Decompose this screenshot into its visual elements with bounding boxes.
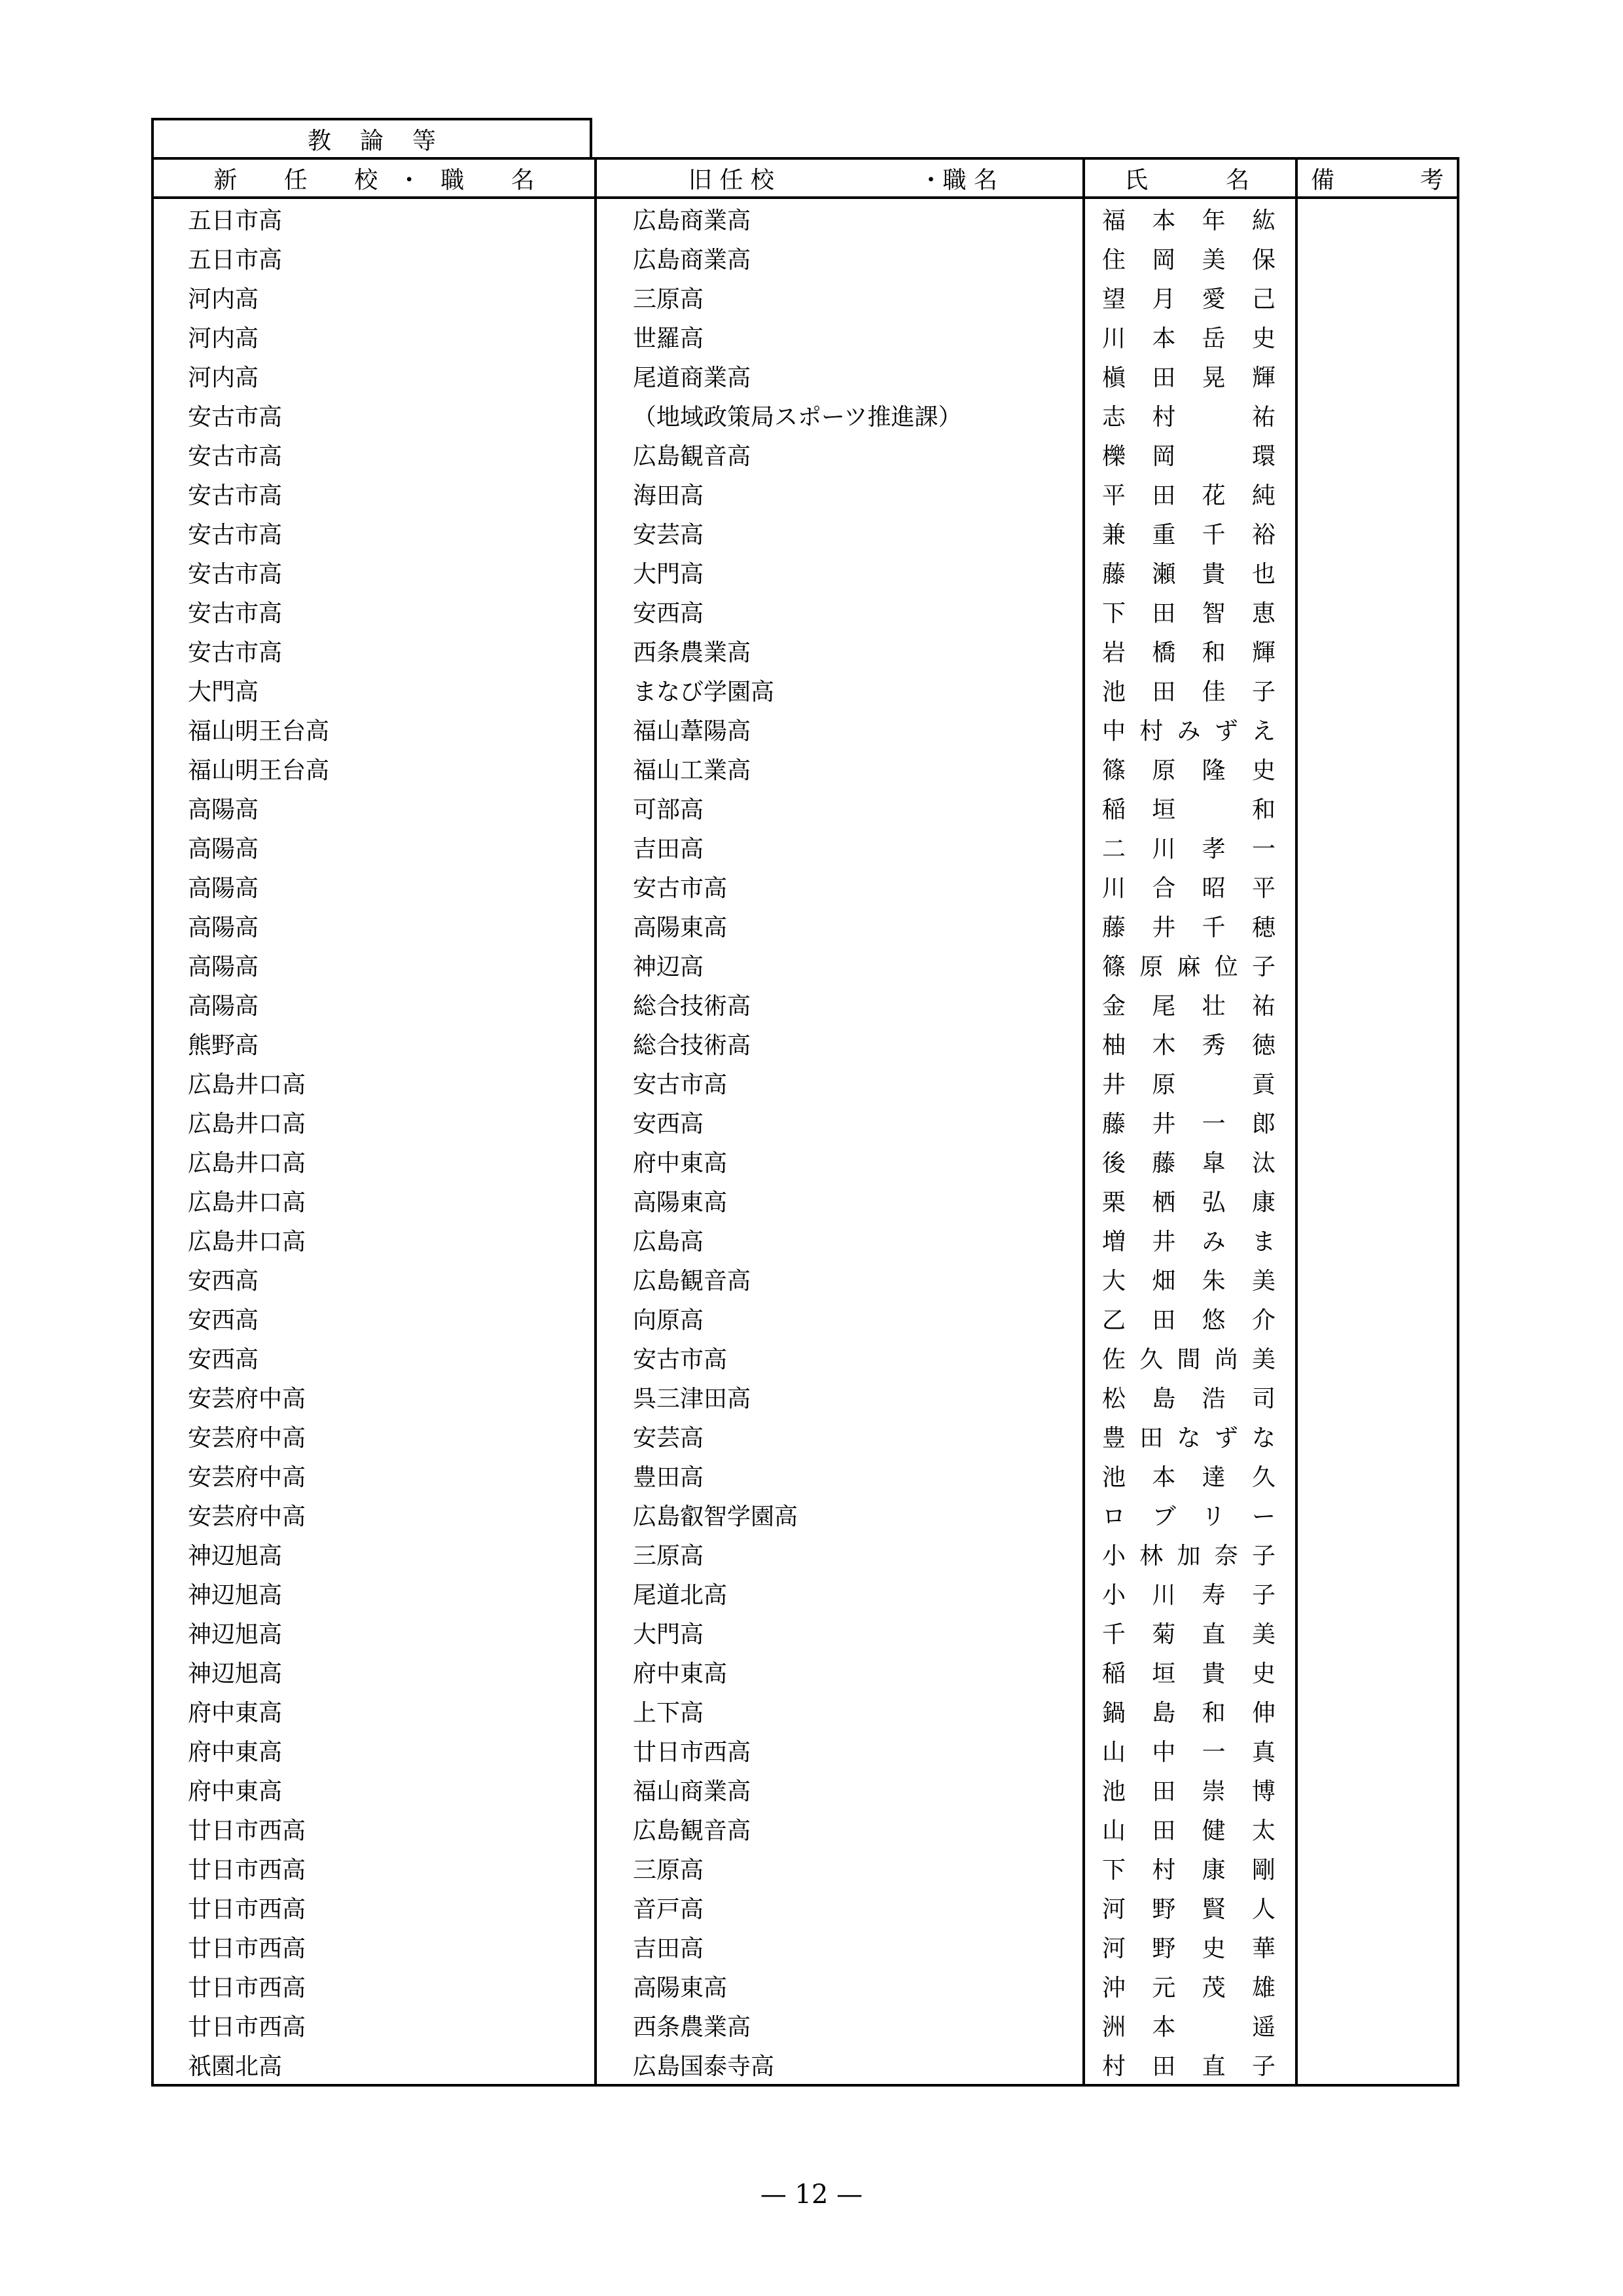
- table-row: [152, 1691, 1458, 1731]
- new-school-cell: 安芸府中高: [152, 1377, 596, 1416]
- new-school-cell: 福山明王台高: [152, 749, 596, 788]
- notes-cell: [1296, 1848, 1458, 1888]
- old-school-cell: 呉三津田高: [596, 1377, 1084, 1416]
- new-school-cell: 神辺旭高: [152, 1534, 596, 1573]
- table-row: [152, 1848, 1458, 1888]
- name-cell: 藤井千穂: [1084, 906, 1296, 945]
- notes-cell: [1296, 631, 1458, 670]
- name-cell: 河野賢人: [1084, 1888, 1296, 1927]
- new-school-cell: 安芸府中高: [152, 1416, 596, 1456]
- name-cell: 下村康剛: [1084, 1848, 1296, 1888]
- old-school-cell: 神辺高: [596, 945, 1084, 984]
- old-school-cell: 吉田高: [596, 1927, 1084, 1966]
- table-row: [152, 788, 1458, 827]
- notes-cell: [1296, 1181, 1458, 1220]
- name-cell: 二川孝一: [1084, 827, 1296, 867]
- notes-cell: [1296, 1652, 1458, 1691]
- name-cell: 下田智恵: [1084, 592, 1296, 631]
- old-school-cell: 向原高: [596, 1299, 1084, 1338]
- old-school-cell: 上下高: [596, 1691, 1084, 1731]
- name-cell: 沖元茂雄: [1084, 1966, 1296, 2005]
- table-row: [152, 709, 1458, 749]
- new-school-cell: 安古市高: [152, 474, 596, 513]
- notes-cell: [1296, 2005, 1458, 2045]
- new-school-cell: 大門高: [152, 670, 596, 709]
- old-school-cell: 広島商業高: [596, 238, 1084, 278]
- notes-cell: [1296, 1338, 1458, 1377]
- old-school-cell: 安古市高: [596, 1338, 1084, 1377]
- old-school-cell: 広島叡智学園高: [596, 1495, 1084, 1534]
- new-school-cell: 河内高: [152, 356, 596, 395]
- new-school-cell: 安芸府中高: [152, 1456, 596, 1495]
- notes-cell: [1296, 1495, 1458, 1534]
- old-school-cell: 府中東高: [596, 1141, 1084, 1181]
- old-school-cell: 福山商業高: [596, 1770, 1084, 1809]
- name-cell: 池田佳子: [1084, 670, 1296, 709]
- old-school-cell: 尾道北高: [596, 1573, 1084, 1613]
- notes-cell: [1296, 1573, 1458, 1613]
- new-school-cell: 高陽高: [152, 945, 596, 984]
- notes-cell: [1296, 709, 1458, 749]
- new-school-cell: 安西高: [152, 1259, 596, 1299]
- table-row: [152, 1456, 1458, 1495]
- old-school-cell: 総合技術高: [596, 1024, 1084, 1063]
- new-school-cell: 高陽高: [152, 827, 596, 867]
- table-row: [152, 1770, 1458, 1809]
- notes-cell: [1296, 1456, 1458, 1495]
- table-row: [152, 1534, 1458, 1573]
- notes-cell: [1296, 906, 1458, 945]
- name-cell: 豊田なずな: [1084, 1416, 1296, 1456]
- name-cell: 小川寿子: [1084, 1573, 1296, 1613]
- new-school-cell: 河内高: [152, 278, 596, 317]
- notes-cell: [1296, 395, 1458, 435]
- table-row: [152, 1181, 1458, 1220]
- name-cell: 櫟岡 環: [1084, 435, 1296, 474]
- notes-cell: [1296, 1731, 1458, 1770]
- table-row: [152, 513, 1458, 552]
- name-cell: ロブリー: [1084, 1495, 1296, 1534]
- old-school-cell: 福山工業高: [596, 749, 1084, 788]
- notes-cell: [1296, 1770, 1458, 1809]
- old-school-cell: 福山葦陽高: [596, 709, 1084, 749]
- name-cell: 岩橋和輝: [1084, 631, 1296, 670]
- notes-cell: [1296, 238, 1458, 278]
- name-cell: 後藤皐汰: [1084, 1141, 1296, 1181]
- name-cell: 小林加奈子: [1084, 1534, 1296, 1573]
- new-school-cell: 安古市高: [152, 552, 596, 592]
- new-school-cell: 河内高: [152, 317, 596, 356]
- old-school-cell: 三原高: [596, 1534, 1084, 1573]
- new-school-cell: 広島井口高: [152, 1063, 596, 1102]
- new-school-cell: 五日市高: [152, 238, 596, 278]
- name-cell: 佐久間尚美: [1084, 1338, 1296, 1377]
- table-row: [152, 2045, 1458, 2085]
- new-school-cell: 安古市高: [152, 435, 596, 474]
- old-school-cell: 大門高: [596, 552, 1084, 592]
- notes-cell: [1296, 1259, 1458, 1299]
- table-row: [152, 395, 1458, 435]
- notes-cell: [1296, 670, 1458, 709]
- name-cell: 河野史華: [1084, 1927, 1296, 1966]
- table-row: [152, 1416, 1458, 1456]
- notes-cell: [1296, 474, 1458, 513]
- table-row: [152, 317, 1458, 356]
- old-school-cell: （地域政策局スポーツ推進課）: [596, 395, 1084, 435]
- table-row: [152, 1141, 1458, 1181]
- new-school-cell: 安古市高: [152, 395, 596, 435]
- table-row: [152, 1377, 1458, 1416]
- old-school-cell: 世羅高: [596, 317, 1084, 356]
- new-school-cell: 高陽高: [152, 788, 596, 827]
- old-school-cell: 広島高: [596, 1220, 1084, 1259]
- notes-cell: [1296, 1024, 1458, 1063]
- notes-cell: [1296, 1299, 1458, 1338]
- old-school-cell: 西条農業高: [596, 2005, 1084, 2045]
- old-school-cell: 吉田高: [596, 827, 1084, 867]
- new-school-cell: 熊野高: [152, 1024, 596, 1063]
- notes-cell: [1296, 749, 1458, 788]
- new-school-cell: 広島井口高: [152, 1181, 596, 1220]
- old-school-cell: 高陽東高: [596, 1966, 1084, 2005]
- old-school-cell: 安西高: [596, 1102, 1084, 1141]
- name-cell: 中村みずえ: [1084, 709, 1296, 749]
- notes-cell: [1296, 1691, 1458, 1731]
- table-row: [152, 2005, 1458, 2045]
- name-cell: 村田直子: [1084, 2045, 1296, 2085]
- name-cell: 川合昭平: [1084, 867, 1296, 906]
- name-cell: 藤瀬貴也: [1084, 552, 1296, 592]
- old-school-cell: 安芸高: [596, 513, 1084, 552]
- notes-cell: [1296, 1063, 1458, 1102]
- old-school-cell: 三原高: [596, 1848, 1084, 1888]
- new-school-cell: 安古市高: [152, 592, 596, 631]
- new-school-cell: 五日市高: [152, 198, 596, 238]
- new-school-cell: 高陽高: [152, 906, 596, 945]
- table-row: [152, 1220, 1458, 1259]
- notes-cell: [1296, 1927, 1458, 1966]
- new-school-cell: 安西高: [152, 1338, 596, 1377]
- new-school-cell: 安古市高: [152, 513, 596, 552]
- category-label: 教論等: [151, 118, 592, 157]
- new-school-cell: 福山明王台高: [152, 709, 596, 749]
- table-row: [152, 1652, 1458, 1691]
- table-row: [152, 1809, 1458, 1848]
- new-school-cell: 高陽高: [152, 984, 596, 1024]
- name-cell: 篠原隆史: [1084, 749, 1296, 788]
- new-school-cell: 広島井口高: [152, 1141, 596, 1181]
- notes-cell: [1296, 867, 1458, 906]
- notes-cell: [1296, 435, 1458, 474]
- notes-cell: [1296, 198, 1458, 238]
- old-school-cell: 総合技術高: [596, 984, 1084, 1024]
- table-row: [152, 278, 1458, 317]
- table-row: [152, 1024, 1458, 1063]
- old-school-cell: 可部高: [596, 788, 1084, 827]
- notes-cell: [1296, 552, 1458, 592]
- name-cell: 望月愛己: [1084, 278, 1296, 317]
- new-school-cell: 広島井口高: [152, 1102, 596, 1141]
- old-school-cell: まなび学園高: [596, 670, 1084, 709]
- table-row: [152, 1888, 1458, 1927]
- notes-cell: [1296, 513, 1458, 552]
- old-school-cell: 広島観音高: [596, 435, 1084, 474]
- old-school-cell: 広島商業高: [596, 198, 1084, 238]
- table-row: [152, 1966, 1458, 2005]
- name-cell: 池田崇博: [1084, 1770, 1296, 1809]
- name-cell: 槇田晃輝: [1084, 356, 1296, 395]
- name-cell: 増井みま: [1084, 1220, 1296, 1259]
- name-cell: 山中一真: [1084, 1731, 1296, 1770]
- notes-cell: [1296, 1613, 1458, 1652]
- old-school-cell: 音戸高: [596, 1888, 1084, 1927]
- personnel-table: [151, 157, 1459, 2087]
- new-school-cell: 広島井口高: [152, 1220, 596, 1259]
- notes-cell: [1296, 1141, 1458, 1181]
- name-cell: 兼重千裕: [1084, 513, 1296, 552]
- new-school-cell: 廿日市西高: [152, 1888, 596, 1927]
- name-cell: 栗栖弘康: [1084, 1181, 1296, 1220]
- old-school-cell: 安古市高: [596, 1063, 1084, 1102]
- name-cell: 篠原麻位子: [1084, 945, 1296, 984]
- name-cell: 平田花純: [1084, 474, 1296, 513]
- notes-cell: [1296, 1377, 1458, 1416]
- old-school-cell: 高陽東高: [596, 1181, 1084, 1220]
- name-cell: 住岡美保: [1084, 238, 1296, 278]
- notes-cell: [1296, 945, 1458, 984]
- notes-cell: [1296, 1416, 1458, 1456]
- new-school-cell: 廿日市西高: [152, 1809, 596, 1848]
- old-school-cell: 大門高: [596, 1613, 1084, 1652]
- notes-cell: [1296, 1534, 1458, 1573]
- table-row: [152, 435, 1458, 474]
- new-school-cell: 安芸府中高: [152, 1495, 596, 1534]
- table-row: [152, 198, 1458, 238]
- name-cell: 稲垣 和: [1084, 788, 1296, 827]
- table-row: [152, 631, 1458, 670]
- table-row: [152, 749, 1458, 788]
- name-cell: 金尾壮祐: [1084, 984, 1296, 1024]
- name-cell: 山田健太: [1084, 1809, 1296, 1848]
- new-school-cell: 神辺旭高: [152, 1573, 596, 1613]
- notes-cell: [1296, 592, 1458, 631]
- table-header-row: [152, 158, 1458, 198]
- page-number: — 12 —: [760, 2179, 863, 2210]
- name-cell: 千菊直美: [1084, 1613, 1296, 1652]
- new-school-cell: 高陽高: [152, 867, 596, 906]
- name-cell: 柚木秀徳: [1084, 1024, 1296, 1063]
- table-row: [152, 906, 1458, 945]
- name-cell: 稲垣貴史: [1084, 1652, 1296, 1691]
- notes-cell: [1296, 1102, 1458, 1141]
- old-school-cell: 広島国泰寺高: [596, 2045, 1084, 2085]
- old-school-cell: 府中東高: [596, 1652, 1084, 1691]
- new-school-cell: 神辺旭高: [152, 1613, 596, 1652]
- name-cell: 乙田悠介: [1084, 1299, 1296, 1338]
- notes-cell: [1296, 2045, 1458, 2085]
- old-school-cell: 豊田高: [596, 1456, 1084, 1495]
- table-row: [152, 592, 1458, 631]
- new-school-cell: 廿日市西高: [152, 1848, 596, 1888]
- table-row: [152, 1927, 1458, 1966]
- notes-cell: [1296, 788, 1458, 827]
- old-school-cell: 安芸高: [596, 1416, 1084, 1456]
- old-school-cell: 安古市高: [596, 867, 1084, 906]
- header-name: 氏 名: [1084, 158, 1296, 198]
- table-row: [152, 238, 1458, 278]
- old-school-cell: 西条農業高: [596, 631, 1084, 670]
- table-row: [152, 1731, 1458, 1770]
- header-old-school: 旧 任 校 ・職 名: [596, 158, 1084, 198]
- table-row: [152, 1495, 1458, 1534]
- old-school-cell: 高陽東高: [596, 906, 1084, 945]
- header-notes: 備 考: [1296, 158, 1458, 198]
- table-row: [152, 1573, 1458, 1613]
- name-cell: 藤井一郎: [1084, 1102, 1296, 1141]
- notes-cell: [1296, 278, 1458, 317]
- table-row: [152, 1102, 1458, 1141]
- new-school-cell: 府中東高: [152, 1770, 596, 1809]
- new-school-cell: 神辺旭高: [152, 1652, 596, 1691]
- table-row: [152, 552, 1458, 592]
- notes-cell: [1296, 1809, 1458, 1848]
- new-school-cell: 府中東高: [152, 1731, 596, 1770]
- notes-cell: [1296, 1966, 1458, 2005]
- name-cell: 池本達久: [1084, 1456, 1296, 1495]
- name-cell: 志村 祐: [1084, 395, 1296, 435]
- name-cell: 洲本 遥: [1084, 2005, 1296, 2045]
- header-new-school: 新 任 校・職 名: [152, 158, 596, 198]
- table-row: [152, 474, 1458, 513]
- name-cell: 福本年紘: [1084, 198, 1296, 238]
- name-cell: 鍋島和伸: [1084, 1691, 1296, 1731]
- notes-cell: [1296, 827, 1458, 867]
- old-school-cell: 広島観音高: [596, 1259, 1084, 1299]
- table-row: [152, 945, 1458, 984]
- new-school-cell: 祇園北高: [152, 2045, 596, 2085]
- new-school-cell: 安西高: [152, 1299, 596, 1338]
- table-row: [152, 1299, 1458, 1338]
- table-row: [152, 1613, 1458, 1652]
- table-row: [152, 827, 1458, 867]
- old-school-cell: 広島観音高: [596, 1809, 1084, 1848]
- name-cell: 川本岳史: [1084, 317, 1296, 356]
- table-row: [152, 1338, 1458, 1377]
- table-row: [152, 1259, 1458, 1299]
- notes-cell: [1296, 1888, 1458, 1927]
- table-row: [152, 670, 1458, 709]
- new-school-cell: 府中東高: [152, 1691, 596, 1731]
- new-school-cell: 廿日市西高: [152, 1927, 596, 1966]
- old-school-cell: 三原高: [596, 278, 1084, 317]
- notes-cell: [1296, 1220, 1458, 1259]
- table-row: [152, 984, 1458, 1024]
- name-cell: 大畑朱美: [1084, 1259, 1296, 1299]
- new-school-cell: 廿日市西高: [152, 2005, 596, 2045]
- old-school-cell: 尾道商業高: [596, 356, 1084, 395]
- old-school-cell: 廿日市西高: [596, 1731, 1084, 1770]
- notes-cell: [1296, 356, 1458, 395]
- name-cell: 松島浩司: [1084, 1377, 1296, 1416]
- new-school-cell: 安古市高: [152, 631, 596, 670]
- new-school-cell: 廿日市西高: [152, 1966, 596, 2005]
- old-school-cell: 安西高: [596, 592, 1084, 631]
- table-row: [152, 356, 1458, 395]
- table-row: [152, 867, 1458, 906]
- table-row: [152, 1063, 1458, 1102]
- notes-cell: [1296, 984, 1458, 1024]
- notes-cell: [1296, 317, 1458, 356]
- old-school-cell: 海田高: [596, 474, 1084, 513]
- name-cell: 井原 貢: [1084, 1063, 1296, 1102]
